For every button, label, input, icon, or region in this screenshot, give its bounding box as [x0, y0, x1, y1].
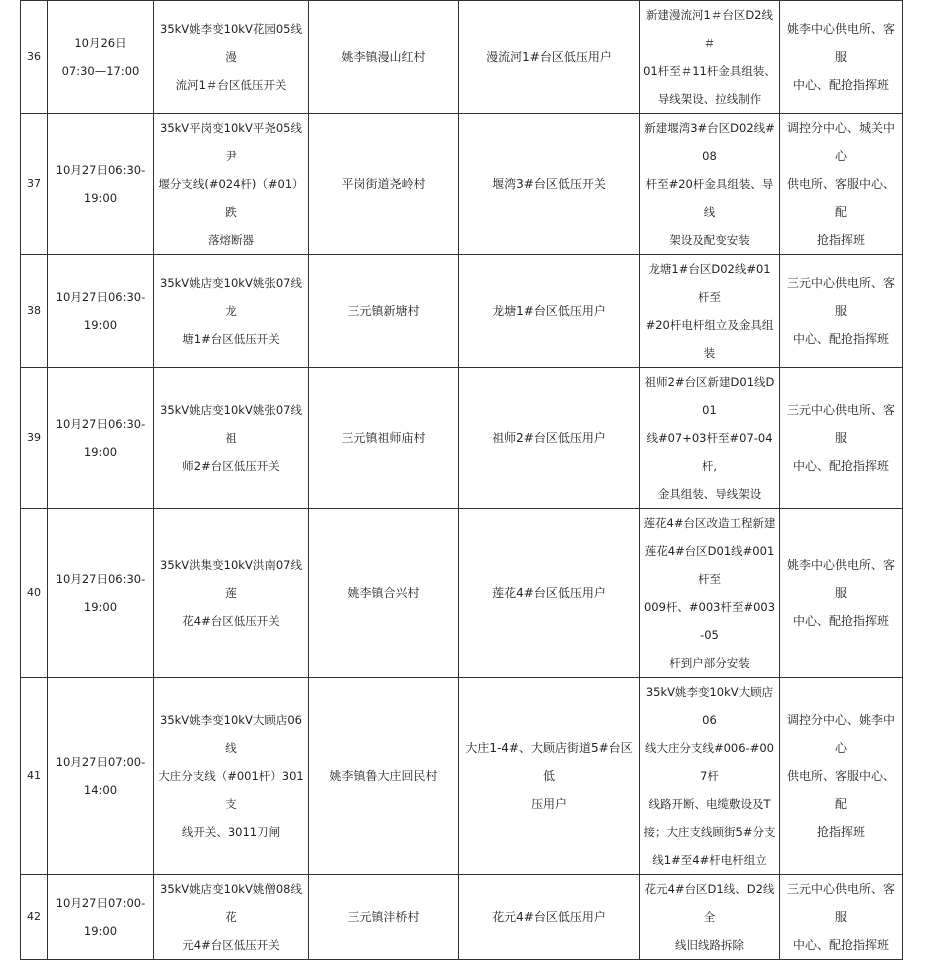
table-row	[21, 255, 903, 368]
outage-device: 35kV姚店变10kV姚僧08线花 元4#台区低压开关	[154, 875, 309, 960]
affected-users: 大庄1-4#、大顾店街道5#台区低 压用户	[459, 678, 640, 875]
outage-area: 姚李镇鲁大庄回民村	[309, 678, 459, 875]
outage-time: 10月27日06:30- 19:00	[48, 114, 154, 255]
table-row	[21, 678, 903, 875]
outage-time: 10月27日07:00- 14:00	[48, 678, 154, 875]
responsible-units: 姚李中心供电所、客服 中心、配抢指挥班	[780, 509, 903, 678]
affected-users: 莲花4#台区低压用户	[459, 509, 640, 678]
work-content: 35kV姚李变10kV大顾店06 线大庄分支线#006-#007杆 线路开断、电缆敷设及T 接；大庄支线顾街5#分支 线1#至4#杆电杆组立	[640, 678, 780, 875]
row-number: 37	[21, 114, 48, 255]
responsible-units: 姚李中心供电所、客服 中心、配抢指挥班	[780, 1, 903, 114]
work-content: 莲花4#台区改造工程新建 莲花4#台区D01线#001杆至 009杆、#003杆至#003-05 杆到户部分安装	[640, 509, 780, 678]
work-content: 新建漫流河1＃台区D2线＃ 01杆至＃11杆金具组装、 导线架设、拉线制作	[640, 1, 780, 114]
affected-users: 花元4#台区低压用户	[459, 875, 640, 960]
table-row	[21, 114, 903, 255]
outage-schedule-table	[20, 0, 903, 960]
outage-time: 10月26日 07:30—17:00	[48, 1, 154, 114]
table-row	[21, 1, 903, 114]
row-number: 38	[21, 255, 48, 368]
affected-users: 漫流河1#台区低压用户	[459, 1, 640, 114]
affected-users: 祖师2#台区低压用户	[459, 368, 640, 509]
outage-device: 35kV姚李变10kV大顾店06线 大庄分支线（#001杆）301支 线开关、3011刀闸	[154, 678, 309, 875]
work-content: 新建堰湾3#台区D02线#08 杆至#20杆金具组装、导线 架设及配变安装	[640, 114, 780, 255]
responsible-units: 调控分中心、城关中心 供电所、客服中心、配 抢指挥班	[780, 114, 903, 255]
row-number: 39	[21, 368, 48, 509]
outage-device: 35kV姚李变10kV花园05线漫 流河1＃台区低压开关	[154, 1, 309, 114]
outage-area: 姚李镇合兴村	[309, 509, 459, 678]
responsible-units: 三元中心供电所、客服 中心、配抢指挥班	[780, 875, 903, 960]
outage-time: 10月27日06:30- 19:00	[48, 368, 154, 509]
row-number: 41	[21, 678, 48, 875]
responsible-units: 调控分中心、姚李中心 供电所、客服中心、配 抢指挥班	[780, 678, 903, 875]
outage-area: 姚李镇漫山红村	[309, 1, 459, 114]
affected-users: 堰湾3#台区低压开关	[459, 114, 640, 255]
affected-users: 龙塘1#台区低压用户	[459, 255, 640, 368]
row-number: 40	[21, 509, 48, 678]
outage-device: 35kV姚店变10kV姚张07线龙 塘1#台区低压开关	[154, 255, 309, 368]
outage-area: 三元镇沣桥村	[309, 875, 459, 960]
outage-device: 35kV平岗变10kV平尧05线尹 堰分支线(#024杆)（#01）跌 落熔断器	[154, 114, 309, 255]
outage-device: 35kV姚店变10kV姚张07线祖 师2#台区低压开关	[154, 368, 309, 509]
outage-area: 三元镇祖师庙村	[309, 368, 459, 509]
outage-area: 三元镇新塘村	[309, 255, 459, 368]
work-content: 花元4#台区D1线、D2线全 线旧线路拆除	[640, 875, 780, 960]
responsible-units: 三元中心供电所、客服 中心、配抢指挥班	[780, 255, 903, 368]
outage-area: 平岗街道尧岭村	[309, 114, 459, 255]
outage-table-body	[21, 1, 903, 960]
work-content: 祖师2#台区新建D01线D01 线#07+03杆至#07-04杆, 金具组装、导线架设	[640, 368, 780, 509]
outage-time: 10月27日06:30- 19:00	[48, 255, 154, 368]
work-content: 龙塘1#台区D02线#01杆至 #20杆电杆组立及金具组装	[640, 255, 780, 368]
row-number: 42	[21, 875, 48, 960]
outage-time: 10月27日07:00- 19:00	[48, 875, 154, 960]
responsible-units: 三元中心供电所、客服 中心、配抢指挥班	[780, 368, 903, 509]
row-number: 36	[21, 1, 48, 114]
outage-time: 10月27日06:30- 19:00	[48, 509, 154, 678]
table-row	[21, 368, 903, 509]
outage-device: 35kV洪集变10kV洪南07线莲 花4#台区低压开关	[154, 509, 309, 678]
table-row	[21, 509, 903, 678]
table-row	[21, 875, 903, 960]
